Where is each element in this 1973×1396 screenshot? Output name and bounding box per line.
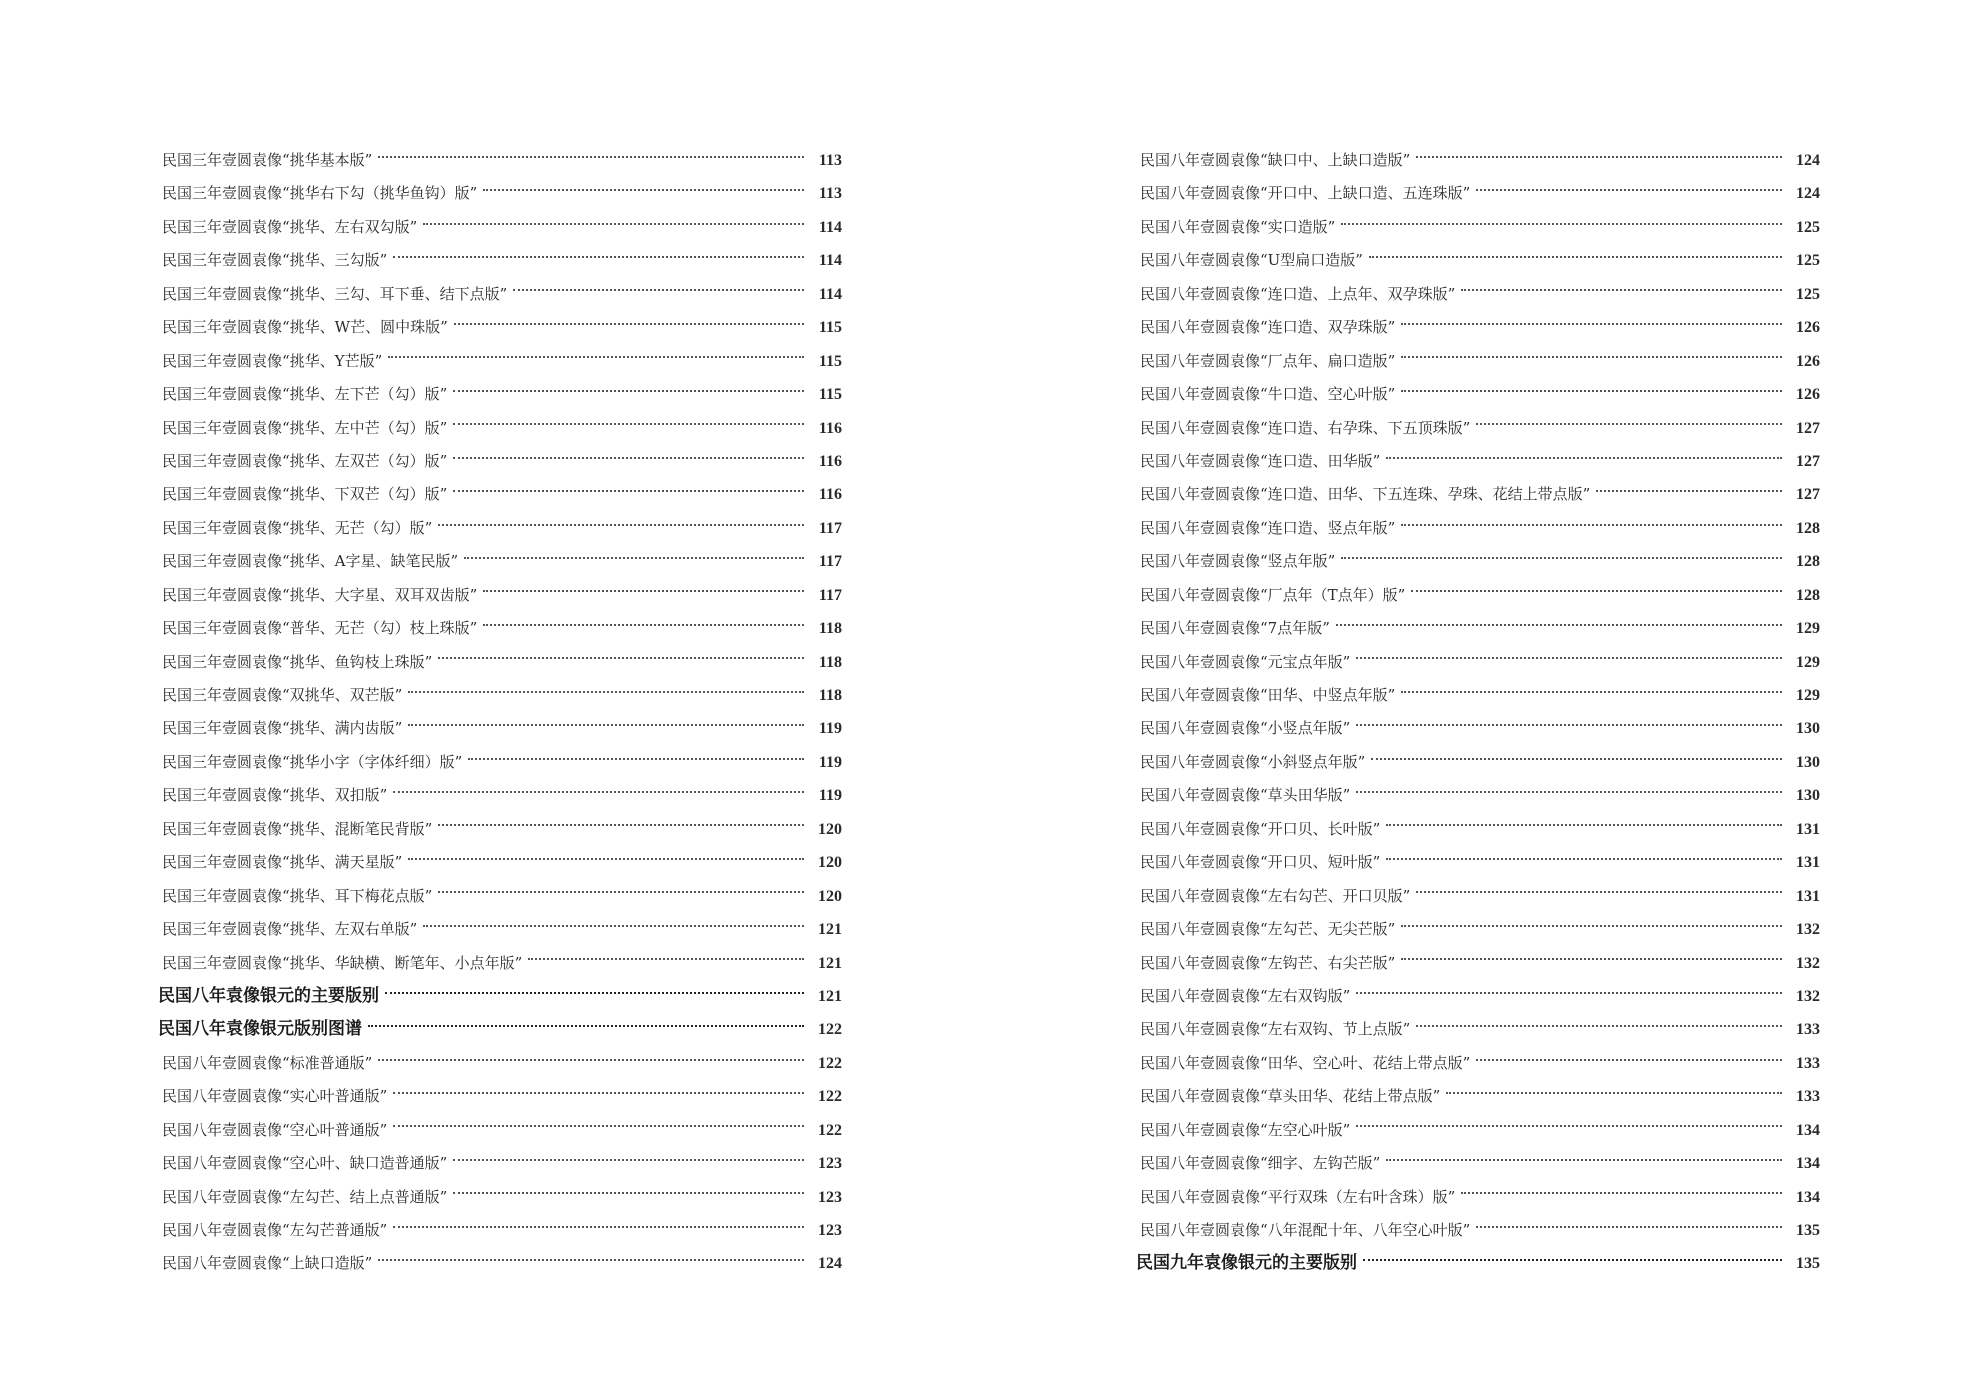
dot-leader <box>453 1159 804 1161</box>
dot-leader <box>393 1092 804 1094</box>
toc-entry-title: 民国八年壹圆袁像“左右勾芒、开口贝版” <box>1140 886 1411 905</box>
toc-page-number: 115 <box>818 386 842 404</box>
toc-entry-title: 民国三年壹圆袁像“挑华、三勾、耳下垂、结下点版” <box>162 284 508 303</box>
toc-entry-title: 民国八年壹圆袁像“牛口造、空心叶版” <box>1140 385 1396 404</box>
toc-entry <box>1140 1047 1820 1080</box>
toc-entry-title: 民国八年壹圆袁像“左勾芒普通版” <box>162 1221 388 1239</box>
toc-page-number: 116 <box>818 419 842 437</box>
dot-leader <box>393 1226 804 1228</box>
dot-leader <box>1416 1025 1782 1027</box>
toc-entry-title: 民国三年壹圆袁像“挑华、左双芒（勾）版” <box>162 451 448 470</box>
toc-entry <box>162 1080 842 1113</box>
toc-entry <box>1140 1013 1820 1046</box>
toc-entry-title: 民国八年壹圆袁像“左钩芒、右尖芒版” <box>1140 953 1396 972</box>
toc-entry-title: 民国八年壹圆袁像“缺口中、上缺口造版” <box>1140 151 1411 169</box>
toc-entry <box>1140 1147 1820 1180</box>
toc-entry-title: 民国八年壹圆袁像“实心叶普通版” <box>162 1087 388 1106</box>
toc-entry-title: 民国三年壹圆袁像“挑华、Y芒版” <box>162 351 383 370</box>
dot-leader <box>1336 624 1782 626</box>
toc-entry-title: 民国三年壹圆袁像“挑华、三勾版” <box>162 251 388 270</box>
toc-entry <box>162 345 842 378</box>
toc-page-number: 134 <box>1796 1155 1820 1173</box>
toc-entry-title: 民国八年壹圆袁像“连口造、右孕珠、下五顶珠版” <box>1140 418 1471 437</box>
toc-entry <box>1140 712 1820 745</box>
toc-entry <box>1140 880 1820 913</box>
toc-page-number: 124 <box>818 1255 842 1273</box>
toc-entry-title: 民国三年壹圆袁像“挑华、满内齿版” <box>162 719 403 738</box>
toc-entry <box>1140 177 1820 210</box>
toc-entry-title: 民国三年壹圆袁像“挑华、鱼钩枝上珠版” <box>162 652 433 671</box>
toc-page-number: 117 <box>818 586 842 604</box>
toc-entry <box>162 1214 842 1247</box>
dot-leader <box>1356 791 1782 793</box>
dot-leader <box>453 423 804 425</box>
toc-page-number: 130 <box>1796 753 1820 771</box>
toc-entry <box>1140 1214 1820 1247</box>
toc-entry-title: 民国八年壹圆袁像“左右双钩版” <box>1140 986 1351 1005</box>
toc-entry <box>1140 779 1820 812</box>
dot-leader <box>393 1125 804 1127</box>
toc-page-number: 115 <box>818 352 842 370</box>
toc-page-number: 117 <box>818 519 842 537</box>
dot-leader <box>1386 1159 1782 1161</box>
dot-leader <box>438 824 804 826</box>
toc-page-number: 119 <box>818 720 842 738</box>
toc-entry <box>162 612 842 645</box>
toc-page-number: 127 <box>1796 452 1820 470</box>
toc-page-number: 121 <box>818 921 842 939</box>
toc-entry-title: 民国八年壹圆袁像“连口造、上点年、双孕珠版” <box>1140 284 1456 303</box>
toc-entry-title: 民国八年壹圆袁像“竖点年版” <box>1140 552 1336 571</box>
toc-section-heading <box>1136 1247 1820 1280</box>
dot-leader <box>1356 724 1782 726</box>
dot-leader <box>453 390 804 392</box>
toc-page-number: 131 <box>1796 820 1820 838</box>
toc-entry-title: 民国三年壹圆袁像“挑华、无芒（勾）版” <box>162 518 433 537</box>
dot-leader <box>1476 423 1782 425</box>
toc-entry <box>1140 478 1820 511</box>
toc-entry <box>162 679 842 712</box>
dot-leader <box>1386 824 1782 826</box>
toc-page-number: 118 <box>818 653 842 671</box>
toc-entry <box>1140 746 1820 779</box>
toc-page-number: 124 <box>1796 185 1820 203</box>
toc-entry-title: 民国八年壹圆袁像“连口造、竖点年版” <box>1140 518 1396 537</box>
toc-entry <box>1140 612 1820 645</box>
toc-page-number: 127 <box>1796 486 1820 504</box>
toc-left-page <box>158 144 842 1281</box>
toc-entry-title: 民国八年壹圆袁像“左勾芒、无尖芒版” <box>1140 920 1396 939</box>
dot-leader <box>1356 992 1782 994</box>
toc-page-number: 128 <box>1796 586 1820 604</box>
dot-leader <box>408 724 804 726</box>
toc-entry <box>162 378 842 411</box>
dot-leader <box>483 590 804 592</box>
toc-entry <box>162 846 842 879</box>
toc-entry <box>162 1147 842 1180</box>
toc-page-number: 125 <box>1796 252 1820 270</box>
dot-leader <box>1369 256 1782 258</box>
toc-page-number: 120 <box>818 887 842 905</box>
dot-leader <box>1461 1192 1782 1194</box>
toc-entry-title: 民国八年壹圆袁像“7点年版” <box>1140 619 1330 638</box>
dot-leader <box>1596 490 1782 492</box>
toc-entry-title: 民国三年壹圆袁像“挑华、大字星、双耳双齿版” <box>162 585 478 604</box>
toc-entry-title: 民国八年袁像银元的主要版别 <box>158 985 379 1006</box>
dot-leader <box>1401 323 1782 325</box>
dot-leader <box>378 1259 804 1261</box>
toc-entry-title: 民国三年壹圆袁像“挑华小字（字体纤细）版” <box>162 752 463 771</box>
toc-entry <box>162 1114 842 1147</box>
toc-entry <box>1140 813 1820 846</box>
toc-page-number: 114 <box>818 252 842 270</box>
toc-entry-title: 民国八年壹圆袁像“实口造版” <box>1140 217 1336 236</box>
toc-page-number: 114 <box>818 285 842 303</box>
toc-entry <box>162 244 842 277</box>
toc-entry-title: 民国八年壹圆袁像“小竖点年版” <box>1140 719 1351 738</box>
toc-entry <box>1140 445 1820 478</box>
dot-leader <box>1476 1059 1782 1061</box>
dot-leader <box>513 289 804 291</box>
toc-entry-title: 民国八年壹圆袁像“左勾芒、结上点普通版” <box>162 1187 448 1206</box>
toc-page-number: 118 <box>818 620 842 638</box>
dot-leader <box>385 992 804 994</box>
toc-page-number: 129 <box>1796 620 1820 638</box>
toc-page-number: 123 <box>818 1188 842 1206</box>
toc-page-number: 125 <box>1796 285 1820 303</box>
toc-entry-title: 民国八年壹圆袁像“左空心叶版” <box>1140 1120 1351 1139</box>
dot-leader <box>393 256 804 258</box>
dot-leader <box>453 457 804 459</box>
dot-leader <box>1411 590 1782 592</box>
toc-entry <box>162 278 842 311</box>
toc-entry <box>1140 144 1820 177</box>
dot-leader <box>483 624 804 626</box>
toc-entry <box>162 813 842 846</box>
toc-entry <box>1140 679 1820 712</box>
dot-leader <box>368 1025 804 1027</box>
toc-entry <box>162 913 842 946</box>
toc-entry <box>162 211 842 244</box>
dot-leader <box>1386 858 1782 860</box>
toc-entry <box>162 1181 842 1214</box>
dot-leader <box>1341 557 1782 559</box>
toc-entry-title: 民国九年袁像银元的主要版别 <box>1136 1253 1357 1274</box>
toc-entry-title: 民国八年壹圆袁像“开口贝、短叶版” <box>1140 853 1381 872</box>
dot-leader <box>1341 223 1782 225</box>
toc-entry <box>1140 846 1820 879</box>
dot-leader <box>1371 758 1782 760</box>
toc-entry-title: 民国八年壹圆袁像“空心叶、缺口造普通版” <box>162 1154 448 1173</box>
toc-page-number: 122 <box>818 1088 842 1106</box>
dot-leader <box>1401 958 1782 960</box>
toc-entry-title: 民国八年壹圆袁像“上缺口造版” <box>162 1254 373 1273</box>
toc-page-number: 122 <box>818 1021 842 1039</box>
toc-page-number: 114 <box>818 218 842 236</box>
toc-entry-title: 民国八年壹圆袁像“标准普通版” <box>162 1053 373 1072</box>
toc-entry-title: 民国三年壹圆袁像“挑华、左右双勾版” <box>162 217 418 236</box>
dot-leader <box>1461 289 1782 291</box>
toc-page-number: 117 <box>818 553 842 571</box>
toc-page-number: 121 <box>818 987 842 1005</box>
dot-leader <box>453 1192 804 1194</box>
dot-leader <box>378 156 804 158</box>
toc-page-number: 132 <box>1796 921 1820 939</box>
dot-leader <box>408 858 804 860</box>
toc-entry-title: 民国三年壹圆袁像“挑华、满天星版” <box>162 853 403 872</box>
toc-entry-title: 民国三年壹圆袁像“挑华、W芒、圆中珠版” <box>162 318 448 337</box>
toc-page-number: 135 <box>1796 1222 1820 1239</box>
toc-entry-title: 民国八年壹圆袁像“平行双珠（左右叶含珠）版” <box>1140 1187 1456 1206</box>
toc-entry <box>1140 980 1820 1013</box>
dot-leader <box>483 189 804 191</box>
dot-leader <box>468 758 804 760</box>
toc-entry-title: 民国三年壹圆袁像“挑华右下勾（挑华鱼钩）版” <box>162 184 478 203</box>
dot-leader <box>1476 1226 1782 1228</box>
dot-leader <box>1386 457 1782 459</box>
toc-page-number: 133 <box>1796 1088 1820 1106</box>
toc-page-number: 127 <box>1796 419 1820 437</box>
dot-leader <box>1416 891 1782 893</box>
toc-entry <box>162 177 842 210</box>
dot-leader <box>438 657 804 659</box>
toc-page-number: 116 <box>818 486 842 504</box>
toc-entry-title: 民国八年壹圆袁像“草头田华、花结上带点版” <box>1140 1087 1441 1106</box>
toc-entry <box>1140 278 1820 311</box>
dot-leader <box>423 925 804 927</box>
toc-entry-title: 民国八年壹圆袁像“开口贝、长叶版” <box>1140 819 1381 838</box>
toc-page-number: 129 <box>1796 653 1820 671</box>
toc-entry <box>1140 512 1820 545</box>
toc-entry <box>1140 947 1820 980</box>
toc-right-page <box>1136 144 1820 1281</box>
toc-entry-title: 民国三年壹圆袁像“挑华、左下芒（勾）版” <box>162 385 448 404</box>
toc-entry <box>1140 545 1820 578</box>
toc-entry-title: 民国三年壹圆袁像“挑华、左中芒（勾）版” <box>162 418 448 437</box>
toc-entry-title: 民国八年袁像银元版别图谱 <box>158 1019 362 1040</box>
toc-section-heading <box>158 1013 842 1046</box>
toc-entry-title: 民国八年壹圆袁像“八年混配十年、八年空心叶版” <box>1140 1221 1471 1239</box>
dot-leader <box>1401 691 1782 693</box>
toc-entry-title: 民国八年壹圆袁像“连口造、田华版” <box>1140 451 1381 470</box>
toc-entry <box>1140 412 1820 445</box>
toc-page-number: 126 <box>1796 386 1820 404</box>
toc-entry <box>162 579 842 612</box>
toc-entry-title: 民国三年壹圆袁像“挑华、耳下梅花点版” <box>162 886 433 905</box>
dot-leader <box>1356 1125 1782 1127</box>
toc-entry-title: 民国八年壹圆袁像“空心叶普通版” <box>162 1120 388 1139</box>
toc-page-number: 126 <box>1796 319 1820 337</box>
toc-entry <box>1140 345 1820 378</box>
toc-entry-title: 民国八年壹圆袁像“田华、中竖点年版” <box>1140 686 1396 704</box>
toc-entry-title: 民国八年壹圆袁像“元宝点年版” <box>1140 652 1351 671</box>
dot-leader <box>378 1059 804 1061</box>
toc-entry-title: 民国八年壹圆袁像“连口造、双孕珠版” <box>1140 318 1396 337</box>
toc-page-number: 118 <box>818 687 842 704</box>
toc-entry-title: 民国三年壹圆袁像“挑华基本版” <box>162 151 373 169</box>
toc-page-number: 120 <box>818 854 842 872</box>
toc-entry-title: 民国三年壹圆袁像“挑华、混断笔民背版” <box>162 819 433 838</box>
toc-entry <box>162 746 842 779</box>
toc-entry <box>162 880 842 913</box>
toc-page-number: 116 <box>818 452 842 470</box>
toc-page-number: 113 <box>818 152 842 169</box>
toc-page-number: 133 <box>1796 1021 1820 1039</box>
toc-page-number: 119 <box>818 753 842 771</box>
toc-page-number: 123 <box>818 1222 842 1239</box>
toc-page-number: 135 <box>1796 1255 1820 1273</box>
toc-entry <box>162 779 842 812</box>
dot-leader <box>1401 524 1782 526</box>
toc-entry-title: 民国三年壹圆袁像“挑华、下双芒（勾）版” <box>162 485 448 504</box>
dot-leader <box>388 356 804 358</box>
toc-page-number: 125 <box>1796 218 1820 236</box>
toc-page-number: 129 <box>1796 687 1820 704</box>
toc-page-number: 130 <box>1796 787 1820 805</box>
dot-leader <box>528 958 804 960</box>
toc-page-number: 115 <box>818 319 842 337</box>
dot-leader <box>1401 390 1782 392</box>
dot-leader <box>408 691 804 693</box>
toc-entry-title: 民国三年壹圆袁像“普华、无芒（勾）枝上珠版” <box>162 619 478 638</box>
dot-leader <box>438 524 804 526</box>
toc-page-number: 119 <box>818 787 842 805</box>
dot-leader <box>1356 657 1782 659</box>
toc-entry-title: 民国三年壹圆袁像“挑华、双扣版” <box>162 786 388 805</box>
toc-entry-title: 民国三年壹圆袁像“挑华、A字星、缺笔民版” <box>162 552 459 571</box>
toc-entry-title: 民国八年壹圆袁像“细字、左钩芒版” <box>1140 1154 1381 1173</box>
dot-leader <box>1476 189 1782 191</box>
toc-page-number: 134 <box>1796 1188 1820 1206</box>
toc-entry-title: 民国八年壹圆袁像“厂点年（T点年）版” <box>1140 585 1406 604</box>
toc-entry <box>1140 378 1820 411</box>
toc-entry <box>1140 913 1820 946</box>
toc-page-number: 132 <box>1796 954 1820 972</box>
toc-entry <box>162 712 842 745</box>
toc-entry-title: 民国三年壹圆袁像“挑华、华缺横、断笔年、小点年版” <box>162 953 523 972</box>
toc-entry <box>162 144 842 177</box>
toc-page-number: 122 <box>818 1121 842 1139</box>
toc-entry <box>162 445 842 478</box>
dot-leader <box>1401 356 1782 358</box>
toc-section-heading <box>158 980 842 1013</box>
toc-entry-title: 民国三年壹圆袁像“双挑华、双芒版” <box>162 686 403 704</box>
toc-entry-title: 民国八年壹圆袁像“草头田华版” <box>1140 786 1351 805</box>
toc-page-number: 134 <box>1796 1121 1820 1139</box>
toc-page-number: 133 <box>1796 1054 1820 1072</box>
dot-leader <box>438 891 804 893</box>
toc-entry-title: 民国八年壹圆袁像“U型扁口造版” <box>1140 251 1363 270</box>
toc-entry <box>1140 211 1820 244</box>
toc-entry <box>162 947 842 980</box>
dot-leader <box>1363 1259 1782 1261</box>
toc-entry <box>1140 1181 1820 1214</box>
dot-leader <box>1416 156 1782 158</box>
toc-page-number: 132 <box>1796 987 1820 1005</box>
toc-page-number: 124 <box>1796 152 1820 169</box>
toc-entry <box>162 1047 842 1080</box>
toc-page-number: 128 <box>1796 553 1820 571</box>
toc-page-number: 122 <box>818 1054 842 1072</box>
toc-entry <box>162 1247 842 1280</box>
toc-entry-title: 民国八年壹圆袁像“左右双钩、节上点版” <box>1140 1020 1411 1039</box>
toc-entry <box>1140 244 1820 277</box>
toc-entry <box>1140 579 1820 612</box>
toc-entry <box>162 512 842 545</box>
dot-leader <box>423 223 804 225</box>
dot-leader <box>393 791 804 793</box>
toc-page-number: 128 <box>1796 519 1820 537</box>
toc-page-number: 120 <box>818 820 842 838</box>
toc-entry-title: 民国八年壹圆袁像“连口造、田华、下五连珠、孕珠、花结上带点版” <box>1140 485 1591 504</box>
toc-entry-title: 民国八年壹圆袁像“厂点年、扁口造版” <box>1140 351 1396 370</box>
toc-page-number: 130 <box>1796 720 1820 738</box>
toc-entry <box>162 646 842 679</box>
toc-entry-title: 民国八年壹圆袁像“田华、空心叶、花结上带点版” <box>1140 1053 1471 1072</box>
toc-page-number: 126 <box>1796 352 1820 370</box>
toc-entry-title: 民国八年壹圆袁像“小斜竖点年版” <box>1140 752 1366 771</box>
toc-entry <box>162 478 842 511</box>
toc-entry-title: 民国三年壹圆袁像“挑华、左双右单版” <box>162 920 418 939</box>
toc-entry <box>1140 1080 1820 1113</box>
toc-page-number: 123 <box>818 1155 842 1173</box>
dot-leader <box>453 490 804 492</box>
dot-leader <box>1401 925 1782 927</box>
toc-entry <box>162 311 842 344</box>
toc-page-number: 131 <box>1796 887 1820 905</box>
toc-entry <box>162 545 842 578</box>
toc-entry <box>1140 311 1820 344</box>
toc-entry <box>1140 1114 1820 1147</box>
toc-entry-title: 民国八年壹圆袁像“开口中、上缺口造、五连珠版” <box>1140 184 1471 203</box>
toc-page-number: 113 <box>818 185 842 203</box>
dot-leader <box>454 323 804 325</box>
toc-entry <box>1140 646 1820 679</box>
toc-page-number: 121 <box>818 954 842 972</box>
toc-entry <box>162 412 842 445</box>
dot-leader <box>1446 1092 1782 1094</box>
dot-leader <box>464 557 804 559</box>
toc-page-number: 131 <box>1796 854 1820 872</box>
